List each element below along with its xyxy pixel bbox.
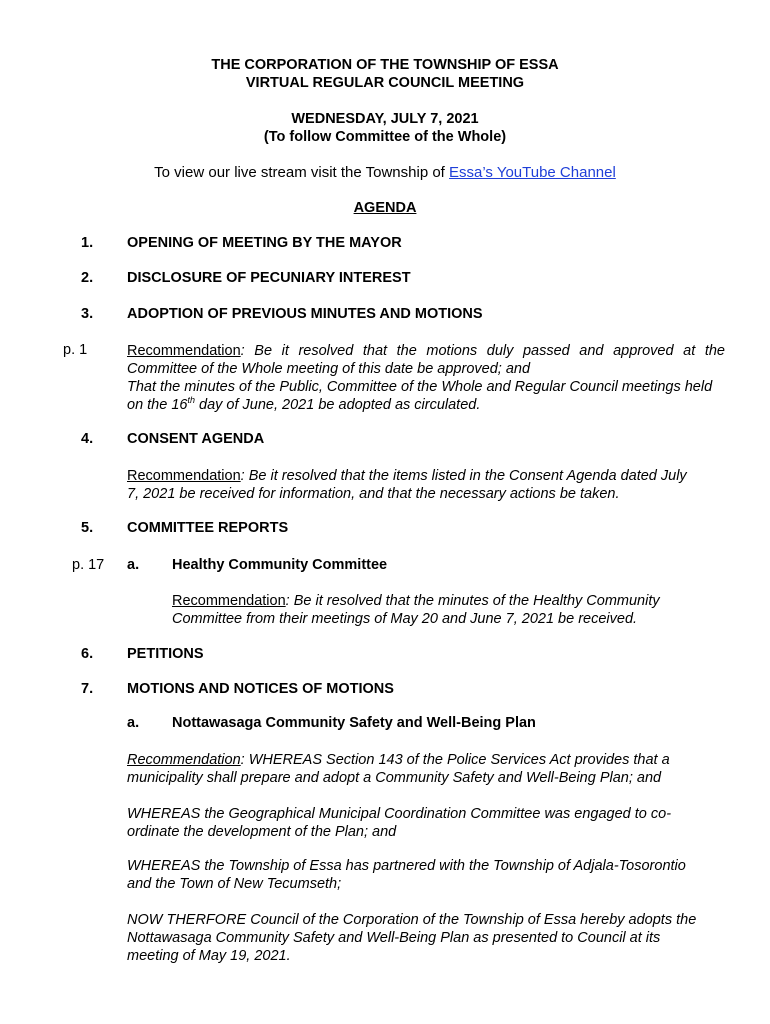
recommendation-label: Recommendation bbox=[127, 752, 241, 768]
item-7-number: 7. bbox=[81, 681, 94, 697]
header-subtitle: (To follow Committee of the Whole) bbox=[263, 129, 507, 145]
item-3-title: ADOPTION OF PREVIOUS MINUTES AND MOTIONS bbox=[127, 306, 483, 322]
item-2-number: 2. bbox=[81, 270, 94, 286]
item-5a-page-ref: p. 17 bbox=[72, 557, 105, 573]
item-7a-recommendation-para-1: Recommendation: WHEREAS Section 143 of the Police Services Act provides that a municipality shall prepare and adopt a Community Safety and Well-Being Plan; and bbox=[127, 752, 670, 786]
live-stream-line bbox=[0, 164, 770, 181]
item-6-title: PETITIONS bbox=[127, 646, 204, 662]
item-3-recommendation: Recommendation: Be it resolved that the motions duly passed and approved at the Committee of the Whole meeting of this date be approved; and That the minutes of the Public, Committee of the Whole and Regular Council meetings held on the 16th day of June, 2021 be adopted as circulated. bbox=[127, 343, 725, 413]
item-1-number: 1. bbox=[81, 235, 94, 251]
item-3-number: 3. bbox=[81, 306, 94, 322]
item-4-number: 4. bbox=[81, 431, 94, 447]
item-7a-title: Nottawasaga Community Safety and Well-Being Plan bbox=[172, 715, 536, 731]
recommendation-label: Recommendation bbox=[172, 593, 286, 609]
item-5a-title: Healthy Community Committee bbox=[172, 557, 388, 573]
item-5a-letter: a. bbox=[127, 557, 140, 573]
youtube-channel-link[interactable]: Essa’s YouTube Channel bbox=[449, 164, 616, 181]
item-7a-now-therefore: NOW THERFORE Council of the Corporation of the Township of Essa hereby adopts the Nottawasaga Community Safety and Well-Being Plan as presented to Council at its meeting of May 19, 2021. bbox=[127, 912, 697, 964]
item-5-number: 5. bbox=[81, 520, 94, 536]
item-7-title: MOTIONS AND NOTICES OF MOTIONS bbox=[127, 681, 394, 697]
header-corporation: THE CORPORATION OF THE TOWNSHIP OF ESSA bbox=[211, 57, 559, 73]
item-3-page-ref: p. 1 bbox=[63, 342, 88, 358]
live-stream-text: To view our live stream visit the Township of bbox=[154, 164, 450, 181]
item-6-number: 6. bbox=[81, 646, 94, 662]
item-5-title: COMMITTEE REPORTS bbox=[127, 520, 289, 536]
item-7a-letter: a. bbox=[127, 715, 140, 731]
header-meeting-type: VIRTUAL REGULAR COUNCIL MEETING bbox=[245, 75, 525, 91]
item-5a-recommendation: Recommendation: Be it resolved that the minutes of the Healthy Community Committee from their meetings of May 20 and June 7, 2021 be received. bbox=[172, 593, 660, 627]
recommendation-label: Recommendation bbox=[127, 343, 241, 359]
item-7a-whereas-3: WHEREAS the Township of Essa has partnered with the Township of Adjala-Tosorontio and the Town of New Tecumseth; bbox=[127, 858, 686, 892]
recommendation-label: Recommendation bbox=[127, 468, 241, 484]
item-1-title: OPENING OF MEETING BY THE MAYOR bbox=[127, 235, 402, 251]
header-date: WEDNESDAY, JULY 7, 2021 bbox=[291, 111, 479, 127]
agenda-heading: AGENDA bbox=[353, 200, 417, 216]
item-4-recommendation: Recommendation: Be it resolved that the items listed in the Consent Agenda dated July 7, 2021 be received for information, and that the necessary actions be taken. bbox=[127, 468, 687, 502]
item-4-title: CONSENT AGENDA bbox=[127, 431, 265, 447]
item-7a-whereas-2: WHEREAS the Geographical Municipal Coordination Committee was engaged to co- ordinate the development of the Plan; and bbox=[127, 806, 672, 840]
item-2-title: DISCLOSURE OF PECUNIARY INTEREST bbox=[127, 270, 411, 286]
